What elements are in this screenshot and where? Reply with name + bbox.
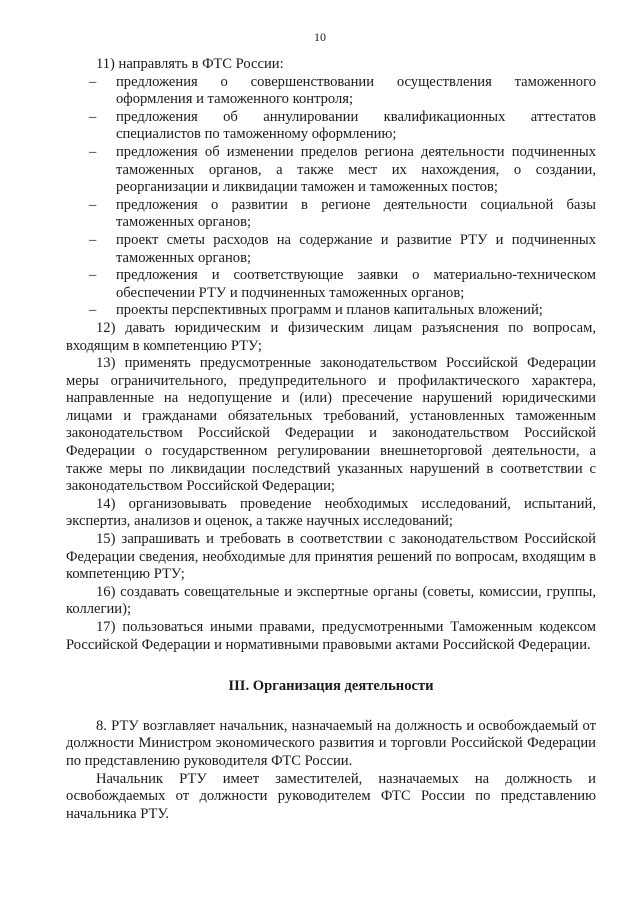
bullet-item	[66, 109, 596, 144]
section-heading: III. Организация деятельности	[228, 678, 434, 695]
bullet-item	[66, 302, 596, 320]
bullet-item	[66, 232, 596, 267]
section-paragraph-deputies: Начальник РТУ имеет заместителей, назначаемых на должность и освобождаемых от должности руководителем ФТС России по представлению начальника РТУ.	[66, 770, 596, 822]
dash-marker: –	[89, 73, 97, 90]
dash-marker: –	[89, 302, 97, 319]
item-13: 13) применять предусмотренные законодательством Российской Федерации меры ограничительного, предупредительного и профилактического характера, направленные на недопущение и (или) пресечение нарушений юридическими лицами и гражданами обязательных требований, установленных таможенным законодательством Российской Федерации и законодательством Российской Федерации о государственном регулировании внешнеторговой деятельности, а также меры по ликвидации последствий указанных нарушений в соответствии с законодательством Российской Федерации;	[66, 355, 596, 495]
bullet-item	[66, 267, 596, 302]
item-12: 12) давать юридическим и физическим лицам разъяснения по вопросам, входящим в компетенцию РТУ;	[66, 319, 596, 354]
dash-marker: –	[89, 143, 97, 160]
page-number: 10	[314, 30, 326, 44]
bullet-text: предложения и соответствующие заявки о материально-техническом обеспечении РТУ и подчиненных таможенных органов;	[116, 267, 596, 301]
section-paragraph-8: 8. РТУ возглавляет начальник, назначаемый на должность и освобождаемый от должности Министром экономического развития и торговли Российской Федерации по представлению руководителя ФТС России.	[66, 717, 596, 769]
document-body	[66, 56, 596, 823]
item-17: 17) пользоваться иными правами, предусмотренными Таможенным кодексом Российской Федерации и нормативными правовыми актами Российской Федерации.	[66, 619, 596, 653]
bullet-item	[66, 197, 596, 232]
bullet-text: предложения об аннулировании квалификационных аттестатов специалистов по таможенному оформлению;	[116, 108, 596, 143]
bullet-text: проект сметы расходов на содержание и развитие РТУ и подчиненных таможенных органов;	[116, 231, 596, 266]
dash-marker: –	[89, 108, 97, 125]
bullet-text: проекты перспективных программ и планов капитальных вложений;	[116, 302, 543, 319]
item-11-intro: 11) направлять в ФТС России:	[96, 56, 284, 72]
bullet-text: предложения об изменении пределов региона деятельности подчиненных таможенных органов, а также мест их нахождения, о создании, реорганизации и ликвидации таможен и таможенных постов;	[116, 143, 596, 196]
dash-marker: –	[89, 267, 97, 284]
item-16: 16) создавать совещательные и экспертные органы (советы, комиссии, группы, коллегии);	[66, 583, 596, 618]
item-14: 14) организовывать проведение необходимых исследований, испытаний, экспертиз, анализов и оценок, а также научных исследований;	[66, 495, 596, 530]
bullet-text: предложения о совершенствовании осуществления таможенного оформления и таможенного контроля;	[116, 73, 596, 108]
bullet-text: предложения о развитии в регионе деятельности социальной базы таможенных органов;	[116, 196, 596, 231]
bullet-item	[66, 74, 596, 109]
item-15: 15) запрашивать и требовать в соответствии с законодательством Российской Федерации сведения, необходимые для принятия решений по вопросам, входящим в компетенцию РТУ;	[66, 531, 596, 583]
bullet-item	[66, 144, 596, 197]
dash-marker: –	[89, 231, 97, 248]
dash-marker: –	[89, 196, 97, 213]
